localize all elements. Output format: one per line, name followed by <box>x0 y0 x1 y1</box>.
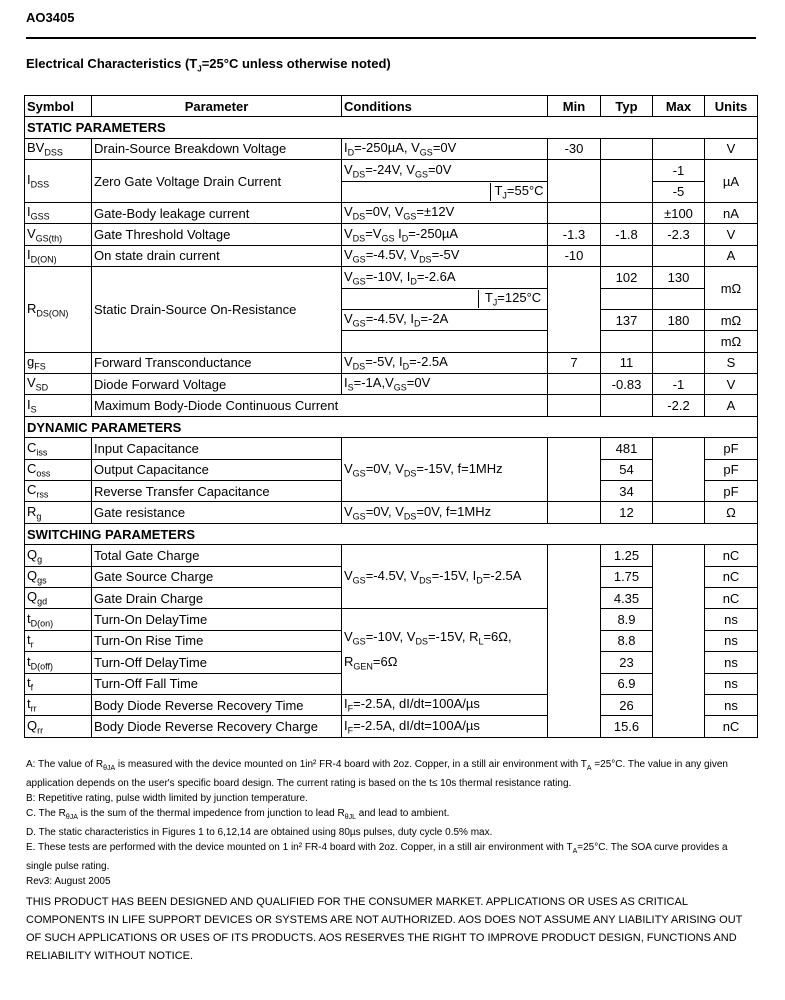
typ <box>601 138 653 159</box>
col-max: Max <box>653 96 705 117</box>
disclaimer: THIS PRODUCT HAS BEEN DESIGNED AND QUALIFIED FOR THE CONSUMER MARKET. APPLICATIONS OR USES AS CRITICAL COMPONENTS IN LIFE SUPPORT DEVICES OR SYSTEMS ARE NOT AUTHORIZED. AOS DOES NOT ASSUME ANY LIABILITY ARISING OUT OF SUCH APPLICATIONS OR USES OF ITS PRODUCTS. AOS RESERVES THE RIGHT TO IMPROVE PRODUCT DESIGN, FUNCTIONS AND RELIABILITY WITHOUT NOTICE. <box>26 896 743 962</box>
revision: Rev3: August 2005 <box>26 876 111 887</box>
min <box>548 267 601 353</box>
parameter: Turn-Off Fall Time <box>92 673 342 694</box>
parameter: Body Diode Reverse Recovery Time <box>92 694 342 715</box>
max <box>653 438 705 502</box>
typ: 6.9 <box>601 673 653 694</box>
col-min: Min <box>548 96 601 117</box>
section-title: Electrical Characteristics ($T_J=25^\circ C$ unless otherwise noted) <box>26 56 391 74</box>
typ <box>601 395 653 416</box>
unit: pF <box>705 459 758 480</box>
parameter: Turn-On Rise Time <box>92 630 342 651</box>
symbol: $g_{FS}$ <box>25 352 92 373</box>
table-row <box>25 224 758 245</box>
table-row <box>25 160 758 181</box>
unit: mΩ <box>705 267 758 310</box>
min <box>548 395 601 416</box>
typ: 137 <box>601 309 653 330</box>
min: 7 <box>548 352 601 373</box>
symbol: $C_{oss}$ <box>25 459 92 480</box>
table-row <box>25 138 758 159</box>
min <box>548 160 601 203</box>
condition: $V_{GS}=-4.5V$, $V_{DS}=-15V$, $I_D=-2.5A$ <box>342 545 548 609</box>
parameter: Input Capacitance <box>92 438 342 459</box>
table-row <box>25 545 758 566</box>
unit: mΩ <box>705 331 758 352</box>
max <box>653 138 705 159</box>
unit: ns <box>705 630 758 651</box>
symbol: $t_{rr}$ <box>25 694 92 715</box>
symbol: $I_S$ <box>25 395 92 416</box>
max: 180 <box>653 309 705 330</box>
typ: -1.8 <box>601 224 653 245</box>
typ: 102 <box>601 267 653 288</box>
condition: $V_{GS}=-10V$, $I_D=-2.6A$ <box>342 267 548 288</box>
typ: 15.6 <box>601 716 653 738</box>
unit: pF <box>705 438 758 459</box>
symbol: $Q_{rr}$ <box>25 716 92 738</box>
typ <box>601 160 653 203</box>
condition: $I_S=-1A,V_{GS}=0V$ <box>342 374 548 395</box>
typ: 481 <box>601 438 653 459</box>
min <box>548 438 601 502</box>
condition-tj: $T_J=125^\circ C$ <box>342 288 548 309</box>
condition: $I_F=-2.5A$, dI/dt=100A/µs <box>342 716 548 738</box>
note-a: A: The value of $R_{\theta JA}$ is measured with the device mounted on 1in² FR-4 board with 2oz. Copper, in a still air environment with $T_A =25^\circ C$. The value in any given application depends on the user's specific board design. The current rating is based on the t≤ 10s thermal resistance rating. <box>26 759 728 789</box>
parameter: Gate resistance <box>92 502 342 523</box>
header-rule <box>26 37 756 39</box>
symbol: $C_{rss}$ <box>25 481 92 502</box>
symbol: $Q_{gs}$ <box>25 566 92 587</box>
parameter: Diode Forward Voltage <box>92 374 342 395</box>
parameter: Drain-Source Breakdown Voltage <box>92 138 342 159</box>
table-row <box>25 694 758 715</box>
max: -5 <box>653 181 705 202</box>
condition: $V_{GS}=0V$, $V_{DS}=-15V$, f=1MHz <box>342 438 548 502</box>
symbol: $R_{DS(ON)}$ <box>25 267 92 353</box>
condition: $I_F=-2.5A$, dI/dt=100A/µs <box>342 694 548 715</box>
min <box>548 502 601 523</box>
col-parameter: Parameter <box>92 96 342 117</box>
unit: V <box>705 138 758 159</box>
condition <box>342 331 548 352</box>
part-number: AO3405 <box>26 10 75 25</box>
unit: nC <box>705 587 758 608</box>
unit: A <box>705 395 758 416</box>
max: 130 <box>653 267 705 288</box>
symbol: $I_{GSS}$ <box>25 202 92 223</box>
symbol: $t_{D(on)}$ <box>25 609 92 630</box>
typ: 11 <box>601 352 653 373</box>
typ: -0.83 <box>601 374 653 395</box>
table-header-row <box>25 96 758 117</box>
table-row <box>25 716 758 738</box>
symbol: $t_f$ <box>25 673 92 694</box>
note-c: C. The $R_{\theta JA}$ is the sum of the thermal impedence from junction to lead $R_{\theta JL}$ and lead to ambient. <box>26 808 450 821</box>
unit: ns <box>705 609 758 630</box>
table-row <box>25 267 758 288</box>
table-row <box>25 609 758 630</box>
note-e: E. These tests are performed with the device mounted on 1 in² FR-4 board with 2oz. Copper, in a still air environment with $T_A=25^\circ C$. The SOA curve provides a single pulse rating. <box>26 842 728 872</box>
max: -1 <box>653 160 705 181</box>
typ: 8.9 <box>601 609 653 630</box>
symbol: $Q_{gd}$ <box>25 587 92 608</box>
unit: V <box>705 374 758 395</box>
symbol: $Q_g$ <box>25 545 92 566</box>
symbol: $V_{SD}$ <box>25 374 92 395</box>
typ: 4.35 <box>601 587 653 608</box>
parameter: Turn-On DelayTime <box>92 609 342 630</box>
section-static: STATIC PARAMETERS <box>25 117 758 138</box>
unit: nC <box>705 545 758 566</box>
col-typ: Typ <box>601 96 653 117</box>
table-row <box>25 502 758 523</box>
unit: ns <box>705 673 758 694</box>
condition: $V_{DS}=-24V$, $V_{GS}=0V$ <box>342 160 548 181</box>
max: -1 <box>653 374 705 395</box>
parameter: On state drain current <box>92 245 342 266</box>
unit: µA <box>705 160 758 203</box>
footnotes <box>26 757 756 889</box>
col-units: Units <box>705 96 758 117</box>
section-switching: SWITCHING PARAMETERS <box>25 523 758 544</box>
typ <box>601 331 653 352</box>
section-dynamic: DYNAMIC PARAMETERS <box>25 416 758 437</box>
max: -2.2 <box>653 395 705 416</box>
parameter: Total Gate Charge <box>92 545 342 566</box>
max <box>653 245 705 266</box>
parameter: Output Capacitance <box>92 459 342 480</box>
min: -10 <box>548 245 601 266</box>
typ <box>601 202 653 223</box>
symbol: $V_{GS(th)}$ <box>25 224 92 245</box>
typ <box>601 288 653 309</box>
parameter: Maximum Body-Diode Continuous Current <box>92 395 548 416</box>
parameter: Reverse Transfer Capacitance <box>92 481 342 502</box>
col-conditions: Conditions <box>342 96 548 117</box>
unit: pF <box>705 481 758 502</box>
parameter: Body Diode Reverse Recovery Charge <box>92 716 342 738</box>
max <box>653 288 705 309</box>
note-b: B: Repetitive rating, pulse width limited by junction temperature. <box>26 793 308 804</box>
symbol: $R_g$ <box>25 502 92 523</box>
condition: $V_{DS}=V_{GS}$ $I_D=-250\mu A$ <box>342 224 548 245</box>
parameter: Gate-Body leakage current <box>92 202 342 223</box>
typ: 34 <box>601 481 653 502</box>
note-d: D. The static characteristics in Figures 1 to 6,12,14 are obtained using 80µs pulses, duty cycle 0.5% max. <box>26 827 493 838</box>
parameter: Turn-Off DelayTime <box>92 652 342 673</box>
table-row <box>25 352 758 373</box>
parameter: Static Drain-Source On-Resistance <box>92 267 342 353</box>
typ: 54 <box>601 459 653 480</box>
max <box>653 352 705 373</box>
unit: ns <box>705 652 758 673</box>
max: -2.3 <box>653 224 705 245</box>
symbol: $BV_{DSS}$ <box>25 138 92 159</box>
unit: ns <box>705 694 758 715</box>
table-row <box>25 395 758 416</box>
typ: 8.8 <box>601 630 653 651</box>
condition-tj: $T_J=55^\circ C$ <box>342 181 548 202</box>
electrical-characteristics-table <box>24 95 758 738</box>
parameter: Gate Source Charge <box>92 566 342 587</box>
table-row <box>25 374 758 395</box>
unit: mΩ <box>705 309 758 330</box>
unit: Ω <box>705 502 758 523</box>
parameter: Forward Transconductance <box>92 352 342 373</box>
unit: V <box>705 224 758 245</box>
table-row <box>25 202 758 223</box>
unit: nA <box>705 202 758 223</box>
table-row <box>25 245 758 266</box>
col-symbol: Symbol <box>25 96 92 117</box>
symbol: $I_{DSS}$ <box>25 160 92 203</box>
unit: A <box>705 245 758 266</box>
symbol: $I_{D(ON)}$ <box>25 245 92 266</box>
symbol: $t_r$ <box>25 630 92 651</box>
condition: $I_D=-250\mu A$, $V_{GS}=0V$ <box>342 138 548 159</box>
typ: 23 <box>601 652 653 673</box>
min: -30 <box>548 138 601 159</box>
condition: $V_{GS}=-4.5V$, $V_{DS}=-5V$ <box>342 245 548 266</box>
typ: 12 <box>601 502 653 523</box>
unit: nC <box>705 566 758 587</box>
max: ±100 <box>653 202 705 223</box>
symbol: $C_{iss}$ <box>25 438 92 459</box>
condition: $V_{GS}=-4.5V$, $I_D=-2A$ <box>342 309 548 330</box>
min <box>548 545 601 738</box>
max <box>653 502 705 523</box>
typ: 1.25 <box>601 545 653 566</box>
max <box>653 545 705 738</box>
typ: 26 <box>601 694 653 715</box>
unit: S <box>705 352 758 373</box>
condition: $V_{GS}=0V$, $V_{DS}=0V$, f=1MHz <box>342 502 548 523</box>
min: -1.3 <box>548 224 601 245</box>
min <box>548 374 601 395</box>
parameter: Zero Gate Voltage Drain Current <box>92 160 342 203</box>
max <box>653 331 705 352</box>
table-row <box>25 438 758 459</box>
symbol: $t_{D(off)}$ <box>25 652 92 673</box>
parameter: Gate Threshold Voltage <box>92 224 342 245</box>
unit: nC <box>705 716 758 738</box>
condition: $V_{GS}=-10V$, $V_{DS}=-15V$, $R_L=6\Omega$, $R_{GEN}=6\Omega$ <box>342 609 548 695</box>
typ <box>601 245 653 266</box>
min <box>548 202 601 223</box>
typ: 1.75 <box>601 566 653 587</box>
parameter: Gate Drain Charge <box>92 587 342 608</box>
condition: $V_{DS}=0V$, $V_{GS}=\pm 12V$ <box>342 202 548 223</box>
condition: $V_{DS}=-5V$, $I_D=-2.5A$ <box>342 352 548 373</box>
